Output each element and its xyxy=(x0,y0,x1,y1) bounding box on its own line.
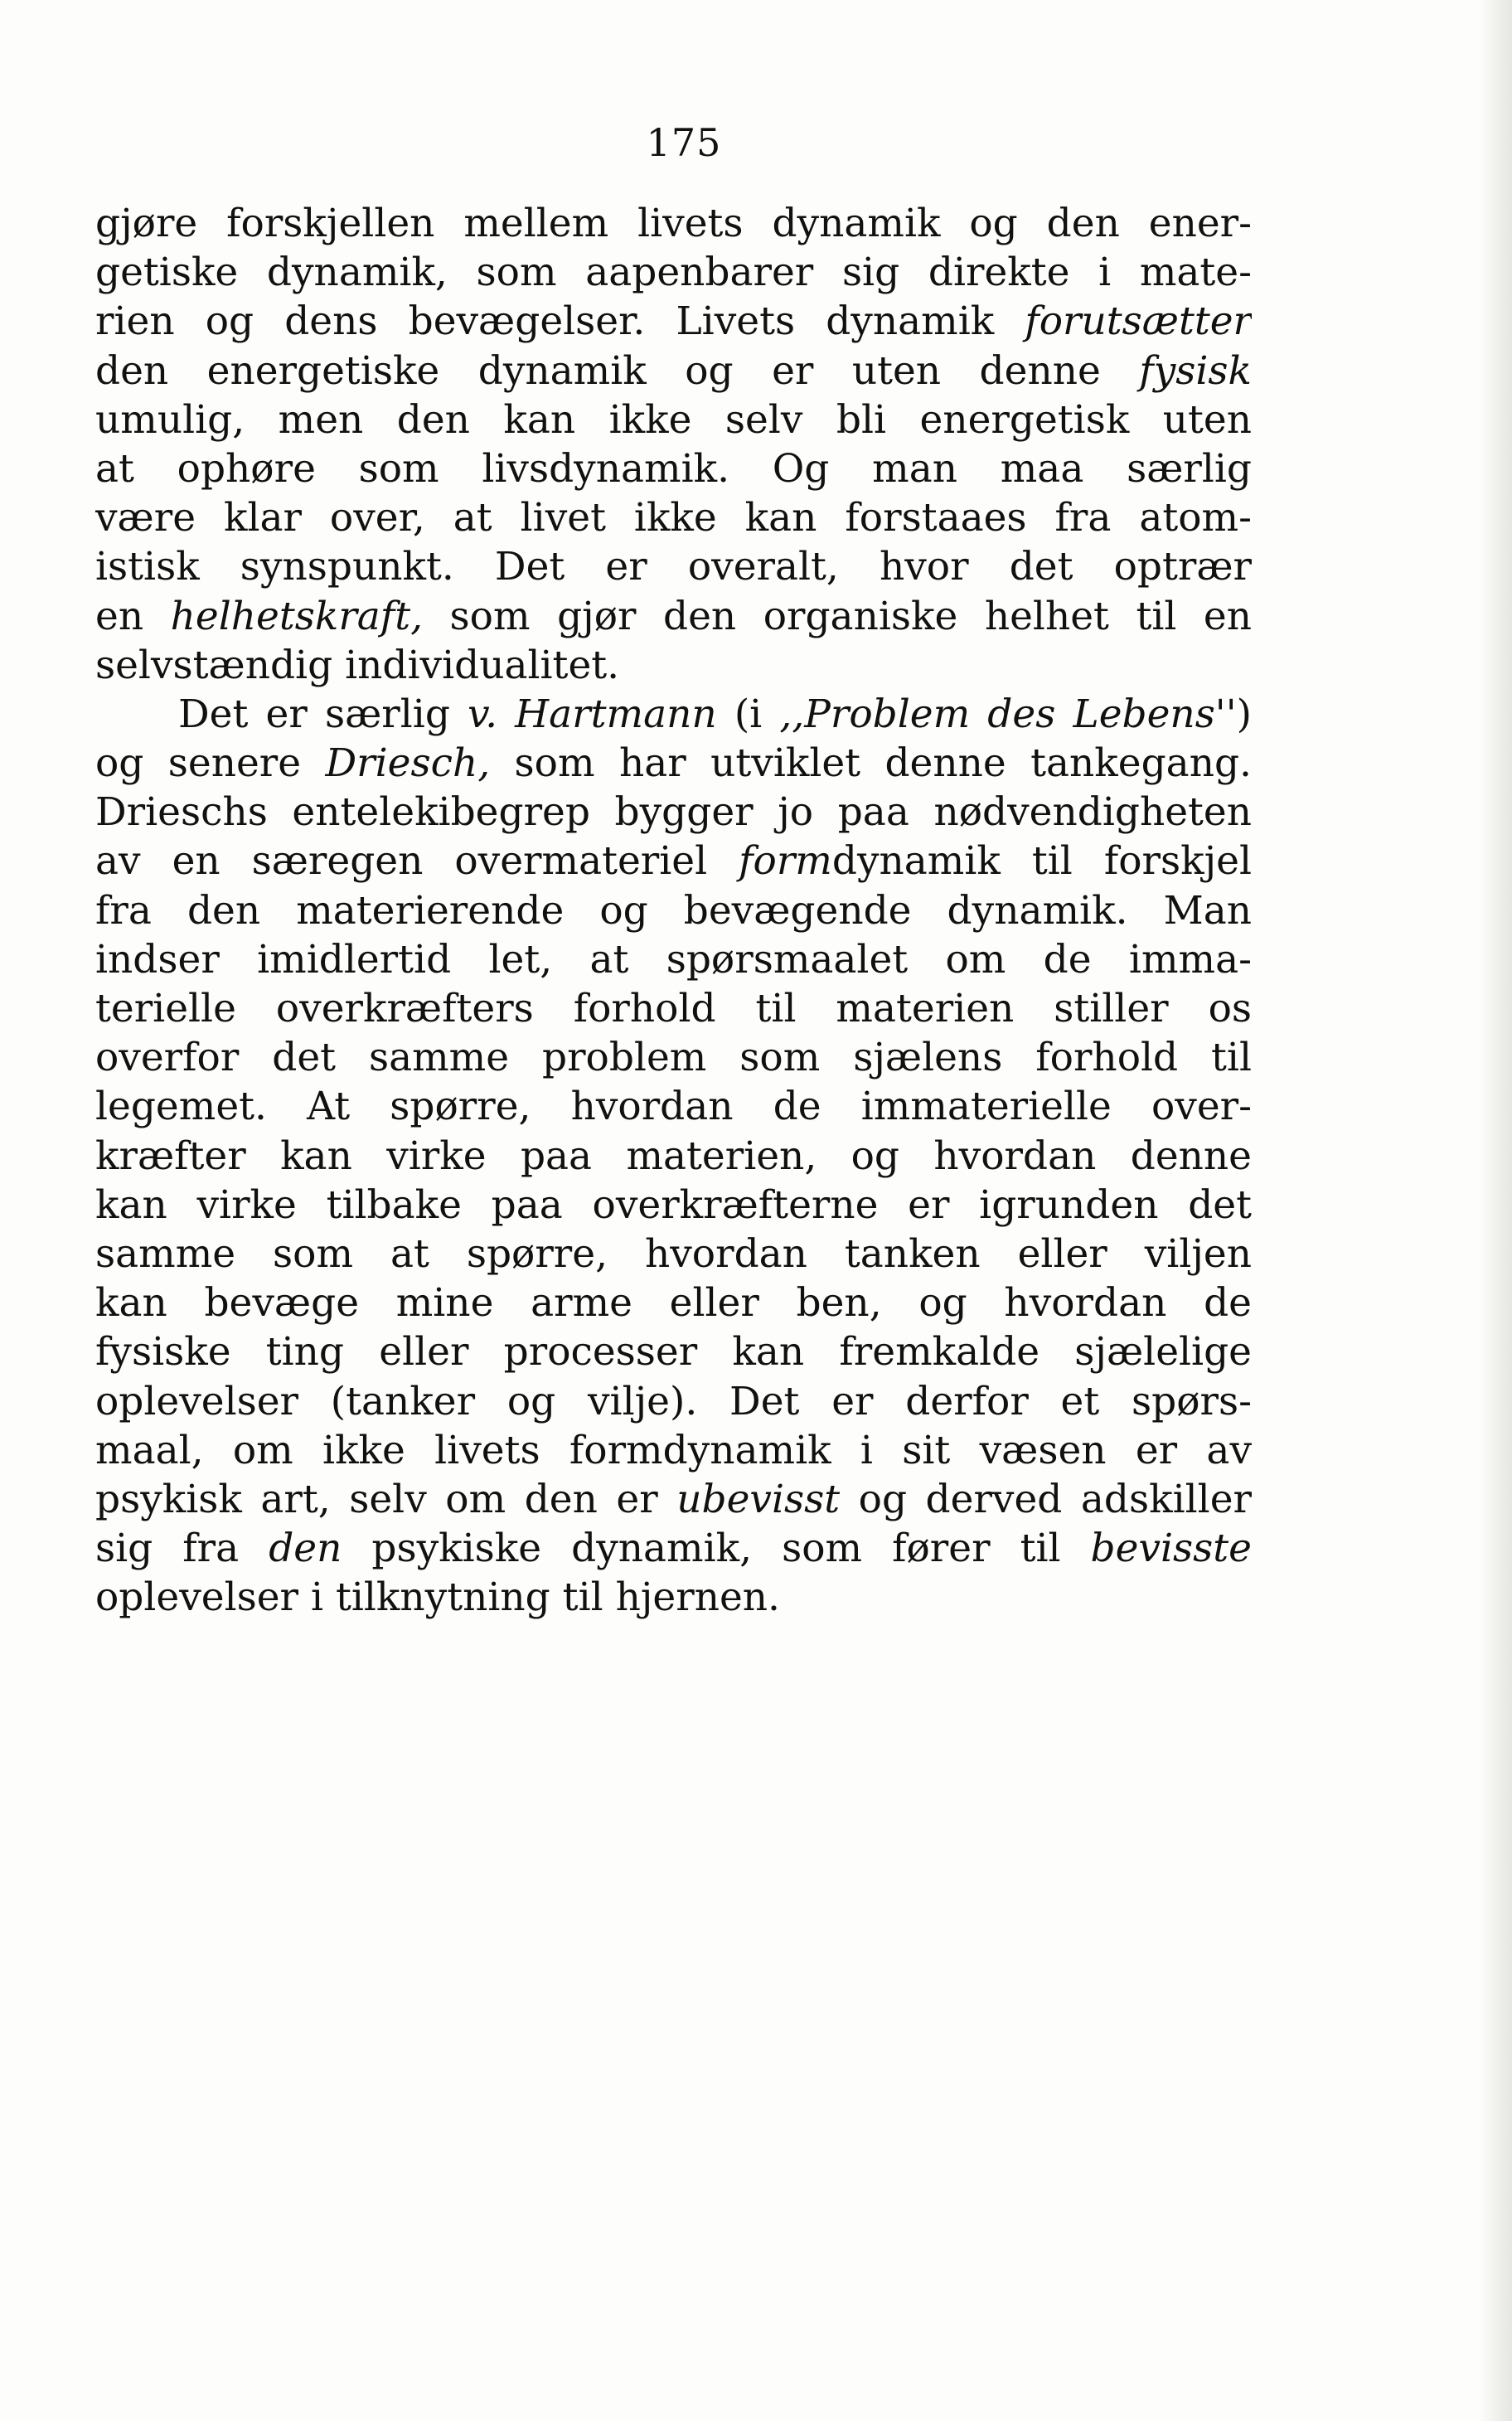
text-line xyxy=(95,1426,1252,1475)
text-segment: selvstændig individualitet. xyxy=(95,642,620,688)
text-line xyxy=(95,592,1252,641)
text-line xyxy=(95,690,1252,739)
italic-text: den xyxy=(269,1526,342,1572)
italic-text: helhetskraft, xyxy=(170,593,424,639)
text-segment: den energetiske dynamik og er uten denne xyxy=(95,347,1140,394)
text-line xyxy=(95,1475,1252,1524)
text-segment: psykisk art, selv om den er xyxy=(95,1476,677,1522)
text-segment: og derved adskiller xyxy=(840,1476,1252,1522)
text-line xyxy=(95,248,1252,297)
text-line xyxy=(95,739,1252,788)
text-segment: oplevelser (tanker og vilje). Det er derfor et spørs- xyxy=(95,1378,1252,1424)
text-line xyxy=(95,1377,1252,1426)
text-segment: indser imidlertid let, at spørsmaalet om de imma- xyxy=(95,936,1252,982)
italic-text: fysisk xyxy=(1139,347,1252,394)
text-segment: legemet. At spørre, hvordan de immaterielle over- xyxy=(95,1084,1252,1130)
text-segment: kan virke tilbake paa overkræfterne er igrunden det xyxy=(95,1181,1252,1228)
text-segment: maal, om ikke livets formdynamik i sit væsen er av xyxy=(95,1427,1252,1473)
text-line xyxy=(95,542,1252,591)
text-segment: samme som at spørre, hvordan tanken eller viljen xyxy=(95,1230,1252,1277)
text-segment: ) xyxy=(1236,691,1252,737)
page-number: 175 xyxy=(646,120,722,165)
text-line xyxy=(95,788,1252,837)
text-segment: gjøre forskjellen mellem livets dynamik og den ener- xyxy=(95,201,1252,246)
text-segment: fra den materierende og bevægende dynamik. Man xyxy=(95,887,1252,934)
text-segment: oplevelser i tilknytning til hjernen. xyxy=(95,1574,780,1621)
text-segment: som har utviklet denne tankegang. xyxy=(490,740,1252,787)
italic-text: ubevisst xyxy=(676,1476,841,1522)
text-segment: kræfter kan virke paa materien, og hvordan denne xyxy=(95,1133,1252,1179)
text-line xyxy=(95,1132,1252,1181)
text-segment: (i xyxy=(716,691,780,737)
text-line xyxy=(95,1573,1252,1622)
italic-text: v. Hartmann xyxy=(468,691,717,737)
text-line xyxy=(95,493,1252,542)
text-line xyxy=(95,837,1252,885)
text-segment: rien og dens bevægelser. Livets dynamik xyxy=(95,298,1025,345)
italic-text: forutsætter xyxy=(1025,298,1252,345)
italic-text: form xyxy=(739,838,832,885)
text-line xyxy=(95,1181,1252,1230)
text-segment: umulig, men den kan ikke selv bli energetisk uten xyxy=(95,396,1252,443)
text-line xyxy=(95,199,1252,248)
text-segment: av en særegen overmateriel xyxy=(95,838,739,885)
text-line xyxy=(95,1082,1252,1131)
text-segment: være klar over, at livet ikke kan forstaaes fra atom- xyxy=(95,495,1252,541)
text-line xyxy=(95,395,1252,444)
text-line xyxy=(95,297,1252,346)
text-line xyxy=(95,984,1252,1033)
text-segment: sig fra xyxy=(95,1526,269,1572)
text-line xyxy=(95,1033,1252,1082)
text-segment: og senere xyxy=(95,740,326,787)
text-segment: kan bevæge mine arme eller ben, og hvordan de xyxy=(95,1280,1252,1327)
text-line xyxy=(95,935,1252,984)
text-line xyxy=(95,641,1252,690)
text-line xyxy=(95,444,1252,493)
text-line xyxy=(95,886,1252,935)
text-segment: overfor det samme problem som sjælens forhold til xyxy=(95,1035,1252,1081)
text-line xyxy=(95,347,1252,395)
text-segment: at ophøre som livsdynamik. Og man maa særlig xyxy=(95,445,1252,492)
page-edge-shadow xyxy=(1479,0,1512,2421)
text-segment: getiske dynamik, som aapenbarer sig direkte i mate- xyxy=(95,250,1252,296)
text-segment: terielle overkræfters forhold til materien stiller os xyxy=(95,986,1252,1031)
italic-text: bevisste xyxy=(1090,1526,1252,1572)
text-line xyxy=(95,1278,1252,1327)
text-line xyxy=(95,1230,1252,1278)
text-line xyxy=(95,1327,1252,1376)
text-segment: fysiske ting eller processer kan fremkalde sjælelige xyxy=(95,1329,1252,1375)
text-line xyxy=(95,1524,1252,1573)
text-segment: dynamik til forskjel xyxy=(831,838,1252,885)
body-text xyxy=(95,199,1252,1622)
italic-text: ,,Problem des Lebens'' xyxy=(779,691,1237,737)
text-segment: som gjør den organiske helhet til en xyxy=(423,593,1252,639)
text-segment: en xyxy=(95,593,171,639)
text-segment: psykiske dynamik, som fører til xyxy=(342,1526,1091,1572)
text-segment: Det er særlig xyxy=(178,691,468,737)
text-segment: Drieschs entelekibegrep bygger jo paa nødvendigheten xyxy=(95,789,1252,836)
italic-text: Driesch, xyxy=(325,740,491,787)
text-segment: istisk synspunkt. Det er overalt, hvor det optrær xyxy=(95,544,1252,590)
